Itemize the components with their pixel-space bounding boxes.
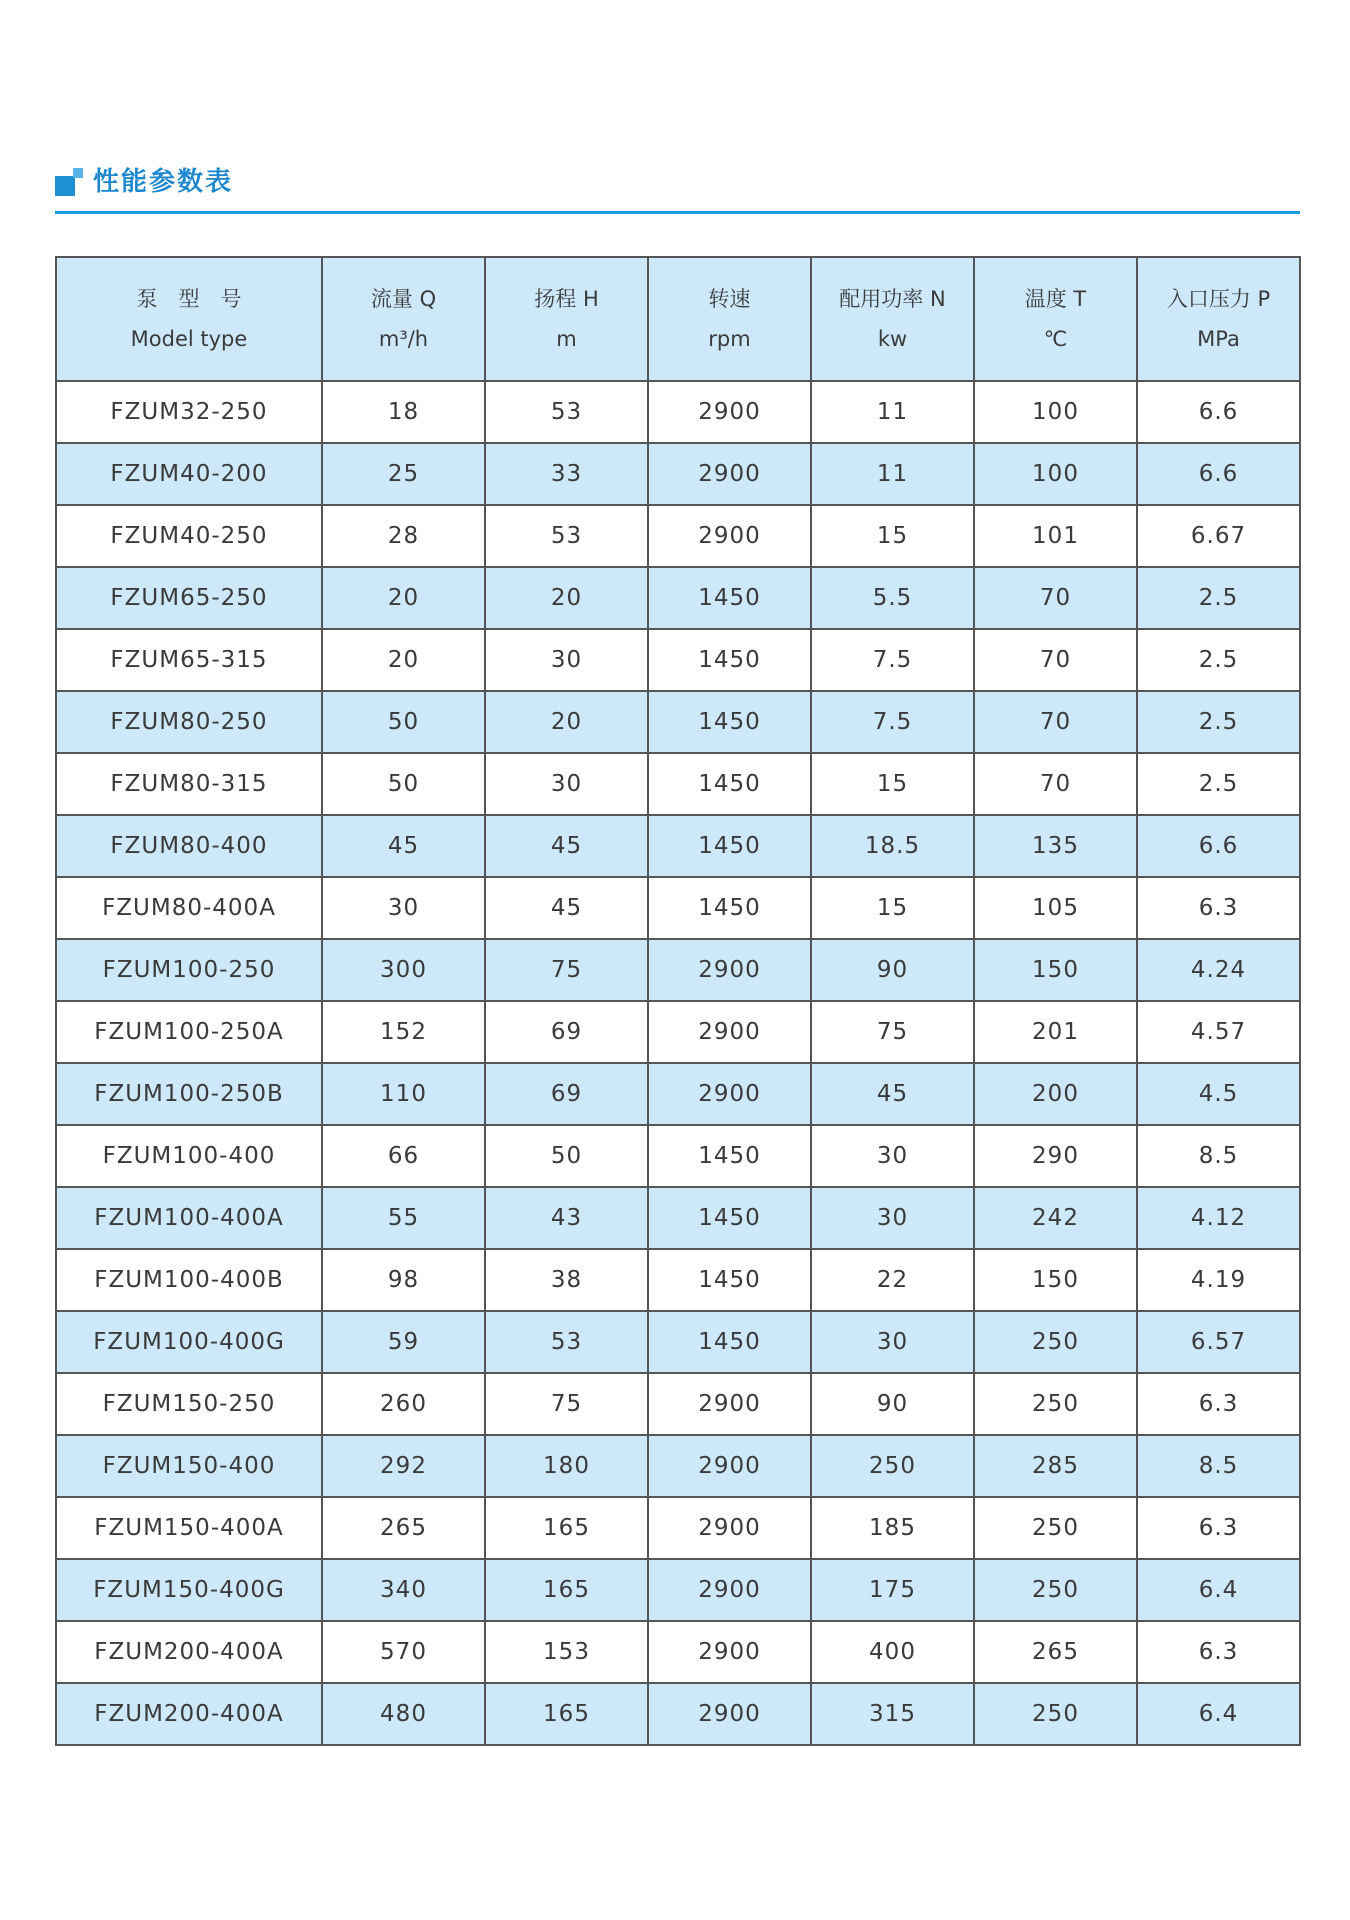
header-label-cn: 配用功率 N: [839, 287, 946, 311]
inlet-pressure-cell: 4.5: [1137, 1063, 1300, 1125]
inlet-pressure-cell: 4.19: [1137, 1249, 1300, 1311]
inlet-pressure-cell: 8.5: [1137, 1435, 1300, 1497]
speed-cell: 2900: [648, 1621, 811, 1683]
table-row: [56, 753, 1300, 815]
power-cell: 315: [811, 1683, 974, 1745]
blue-square-bullet-icon: [55, 168, 83, 196]
head-cell: 45: [485, 815, 648, 877]
section-header: [55, 164, 1300, 216]
power-cell: 45: [811, 1063, 974, 1125]
table-row: [56, 1249, 1300, 1311]
table-row: [56, 1683, 1300, 1745]
temperature-cell: 250: [974, 1559, 1137, 1621]
table-row: [56, 1373, 1300, 1435]
power-cell: 11: [811, 443, 974, 505]
head-cell: 53: [485, 381, 648, 443]
table-row: [56, 443, 1300, 505]
inlet-pressure-cell: 2.5: [1137, 753, 1300, 815]
header-inlet-pressure: [1137, 257, 1300, 381]
inlet-pressure-cell: 6.4: [1137, 1559, 1300, 1621]
speed-cell: 1450: [648, 1311, 811, 1373]
power-cell: 22: [811, 1249, 974, 1311]
header-label-unit: kw: [877, 327, 908, 351]
header-label-cn: 入口压力 P: [1166, 287, 1271, 311]
table-row: [56, 1125, 1300, 1187]
model-type-cell: FZUM150-400G: [56, 1559, 322, 1621]
inlet-pressure-cell: 8.5: [1137, 1125, 1300, 1187]
inlet-pressure-cell: 6.6: [1137, 443, 1300, 505]
speed-cell: 2900: [648, 1559, 811, 1621]
temperature-cell: 105: [974, 877, 1137, 939]
temperature-cell: 70: [974, 629, 1137, 691]
speed-cell: 1450: [648, 877, 811, 939]
inlet-pressure-cell: 4.24: [1137, 939, 1300, 1001]
temperature-cell: 70: [974, 691, 1137, 753]
model-type-cell: FZUM32-250: [56, 381, 322, 443]
table-row: [56, 691, 1300, 753]
power-cell: 11: [811, 381, 974, 443]
flow-cell: 28: [322, 505, 485, 567]
inlet-pressure-cell: 6.67: [1137, 505, 1300, 567]
flow-cell: 340: [322, 1559, 485, 1621]
flow-cell: 480: [322, 1683, 485, 1745]
flow-cell: 292: [322, 1435, 485, 1497]
power-cell: 90: [811, 1373, 974, 1435]
table-body: [56, 381, 1300, 1745]
speed-cell: 2900: [648, 939, 811, 1001]
header-model-type: [56, 257, 322, 381]
flow-cell: 20: [322, 629, 485, 691]
table-row: [56, 877, 1300, 939]
head-cell: 53: [485, 505, 648, 567]
power-cell: 5.5: [811, 567, 974, 629]
flow-cell: 45: [322, 815, 485, 877]
power-cell: 90: [811, 939, 974, 1001]
model-type-cell: FZUM200-400A: [56, 1683, 322, 1745]
speed-cell: 1450: [648, 691, 811, 753]
power-cell: 15: [811, 753, 974, 815]
table-row: [56, 1559, 1300, 1621]
model-type-cell: FZUM80-400A: [56, 877, 322, 939]
flow-cell: 20: [322, 567, 485, 629]
head-cell: 69: [485, 1001, 648, 1063]
flow-cell: 30: [322, 877, 485, 939]
temperature-cell: 100: [974, 381, 1137, 443]
flow-cell: 59: [322, 1311, 485, 1373]
head-cell: 75: [485, 939, 648, 1001]
header-flow: [322, 257, 485, 381]
header-label-cn: 转速: [708, 287, 751, 311]
inlet-pressure-cell: 6.3: [1137, 1373, 1300, 1435]
inlet-pressure-cell: 6.3: [1137, 1621, 1300, 1683]
temperature-cell: 290: [974, 1125, 1137, 1187]
header-label-cn: 泵 型 号: [136, 287, 242, 311]
head-cell: 69: [485, 1063, 648, 1125]
inlet-pressure-cell: 6.3: [1137, 1497, 1300, 1559]
head-cell: 165: [485, 1683, 648, 1745]
model-type-cell: FZUM100-400G: [56, 1311, 322, 1373]
temperature-cell: 250: [974, 1683, 1137, 1745]
head-cell: 20: [485, 691, 648, 753]
speed-cell: 2900: [648, 443, 811, 505]
inlet-pressure-cell: 6.3: [1137, 877, 1300, 939]
power-cell: 30: [811, 1125, 974, 1187]
table-row: [56, 1621, 1300, 1683]
temperature-cell: 265: [974, 1621, 1137, 1683]
table-row: [56, 505, 1300, 567]
flow-cell: 25: [322, 443, 485, 505]
power-cell: 15: [811, 505, 974, 567]
power-cell: 75: [811, 1001, 974, 1063]
model-type-cell: FZUM150-250: [56, 1373, 322, 1435]
header-temperature: [974, 257, 1137, 381]
head-cell: 33: [485, 443, 648, 505]
temperature-cell: 250: [974, 1497, 1137, 1559]
temperature-cell: 70: [974, 567, 1137, 629]
header-label-cn: 流量 Q: [370, 287, 437, 311]
table-header-row: [56, 257, 1300, 381]
model-type-cell: FZUM65-250: [56, 567, 322, 629]
temperature-cell: 135: [974, 815, 1137, 877]
temperature-cell: 242: [974, 1187, 1137, 1249]
model-type-cell: FZUM100-400B: [56, 1249, 322, 1311]
model-type-cell: FZUM150-400A: [56, 1497, 322, 1559]
speed-cell: 1450: [648, 1187, 811, 1249]
model-type-cell: FZUM40-250: [56, 505, 322, 567]
speed-cell: 2900: [648, 1001, 811, 1063]
temperature-cell: 150: [974, 939, 1137, 1001]
model-type-cell: FZUM80-250: [56, 691, 322, 753]
inlet-pressure-cell: 6.6: [1137, 381, 1300, 443]
flow-cell: 300: [322, 939, 485, 1001]
model-type-cell: FZUM200-400A: [56, 1621, 322, 1683]
speed-cell: 2900: [648, 1063, 811, 1125]
section-title: 性能参数表: [93, 167, 234, 197]
table-row: [56, 1435, 1300, 1497]
power-cell: 400: [811, 1621, 974, 1683]
flow-cell: 50: [322, 691, 485, 753]
temperature-cell: 285: [974, 1435, 1137, 1497]
flow-cell: 110: [322, 1063, 485, 1125]
speed-cell: 2900: [648, 381, 811, 443]
head-cell: 75: [485, 1373, 648, 1435]
table-row: [56, 939, 1300, 1001]
speed-cell: 2900: [648, 1497, 811, 1559]
speed-cell: 1450: [648, 815, 811, 877]
speed-cell: 2900: [648, 1435, 811, 1497]
head-cell: 45: [485, 877, 648, 939]
power-cell: 18.5: [811, 815, 974, 877]
head-cell: 43: [485, 1187, 648, 1249]
head-cell: 30: [485, 629, 648, 691]
head-cell: 20: [485, 567, 648, 629]
head-cell: 50: [485, 1125, 648, 1187]
header-label-unit: rpm: [708, 327, 751, 351]
inlet-pressure-cell: 2.5: [1137, 629, 1300, 691]
power-cell: 175: [811, 1559, 974, 1621]
speed-cell: 1450: [648, 567, 811, 629]
model-type-cell: FZUM40-200: [56, 443, 322, 505]
flow-cell: 50: [322, 753, 485, 815]
power-cell: 15: [811, 877, 974, 939]
power-cell: 30: [811, 1187, 974, 1249]
header-speed: [648, 257, 811, 381]
temperature-cell: 101: [974, 505, 1137, 567]
inlet-pressure-cell: 6.6: [1137, 815, 1300, 877]
table-row: [56, 1187, 1300, 1249]
head-cell: 180: [485, 1435, 648, 1497]
table-row: [56, 815, 1300, 877]
model-type-cell: FZUM100-250: [56, 939, 322, 1001]
model-type-cell: FZUM100-250A: [56, 1001, 322, 1063]
flow-cell: 152: [322, 1001, 485, 1063]
inlet-pressure-cell: 4.12: [1137, 1187, 1300, 1249]
section-divider: [55, 211, 1300, 214]
performance-parameter-table: [55, 256, 1301, 1746]
header-label-unit: Model type: [130, 327, 248, 351]
speed-cell: 2900: [648, 1373, 811, 1435]
table-row: [56, 1063, 1300, 1125]
power-cell: 185: [811, 1497, 974, 1559]
temperature-cell: 200: [974, 1063, 1137, 1125]
temperature-cell: 100: [974, 443, 1137, 505]
power-cell: 30: [811, 1311, 974, 1373]
temperature-cell: 201: [974, 1001, 1137, 1063]
power-cell: 7.5: [811, 629, 974, 691]
flow-cell: 66: [322, 1125, 485, 1187]
table-row: [56, 629, 1300, 691]
header-label-cn: 扬程 H: [534, 287, 599, 311]
head-cell: 153: [485, 1621, 648, 1683]
flow-cell: 260: [322, 1373, 485, 1435]
head-cell: 30: [485, 753, 648, 815]
model-type-cell: FZUM80-315: [56, 753, 322, 815]
header-head: [485, 257, 648, 381]
model-type-cell: FZUM100-400: [56, 1125, 322, 1187]
temperature-cell: 250: [974, 1373, 1137, 1435]
head-cell: 53: [485, 1311, 648, 1373]
table-row: [56, 1497, 1300, 1559]
model-type-cell: FZUM150-400: [56, 1435, 322, 1497]
inlet-pressure-cell: 6.57: [1137, 1311, 1300, 1373]
model-type-cell: FZUM80-400: [56, 815, 322, 877]
flow-cell: 98: [322, 1249, 485, 1311]
flow-cell: 18: [322, 381, 485, 443]
temperature-cell: 150: [974, 1249, 1137, 1311]
table-row: [56, 567, 1300, 629]
model-type-cell: FZUM100-400A: [56, 1187, 322, 1249]
power-cell: 7.5: [811, 691, 974, 753]
head-cell: 165: [485, 1559, 648, 1621]
speed-cell: 1450: [648, 1125, 811, 1187]
header-label-unit: MPa: [1197, 327, 1240, 351]
head-cell: 38: [485, 1249, 648, 1311]
header-label-unit: ℃: [1043, 327, 1068, 351]
flow-cell: 570: [322, 1621, 485, 1683]
head-cell: 165: [485, 1497, 648, 1559]
table-row: [56, 1001, 1300, 1063]
speed-cell: 1450: [648, 629, 811, 691]
header-label-unit: m: [556, 327, 577, 351]
power-cell: 250: [811, 1435, 974, 1497]
table-row: [56, 381, 1300, 443]
speed-cell: 1450: [648, 1249, 811, 1311]
inlet-pressure-cell: 2.5: [1137, 691, 1300, 753]
speed-cell: 2900: [648, 1683, 811, 1745]
flow-cell: 265: [322, 1497, 485, 1559]
speed-cell: 2900: [648, 505, 811, 567]
inlet-pressure-cell: 2.5: [1137, 567, 1300, 629]
speed-cell: 1450: [648, 753, 811, 815]
inlet-pressure-cell: 6.4: [1137, 1683, 1300, 1745]
header-power: [811, 257, 974, 381]
header-label-unit: m³/h: [378, 327, 429, 351]
temperature-cell: 250: [974, 1311, 1137, 1373]
model-type-cell: FZUM100-250B: [56, 1063, 322, 1125]
temperature-cell: 70: [974, 753, 1137, 815]
inlet-pressure-cell: 4.57: [1137, 1001, 1300, 1063]
table-row: [56, 1311, 1300, 1373]
flow-cell: 55: [322, 1187, 485, 1249]
header-label-cn: 温度 T: [1024, 287, 1087, 311]
model-type-cell: FZUM65-315: [56, 629, 322, 691]
